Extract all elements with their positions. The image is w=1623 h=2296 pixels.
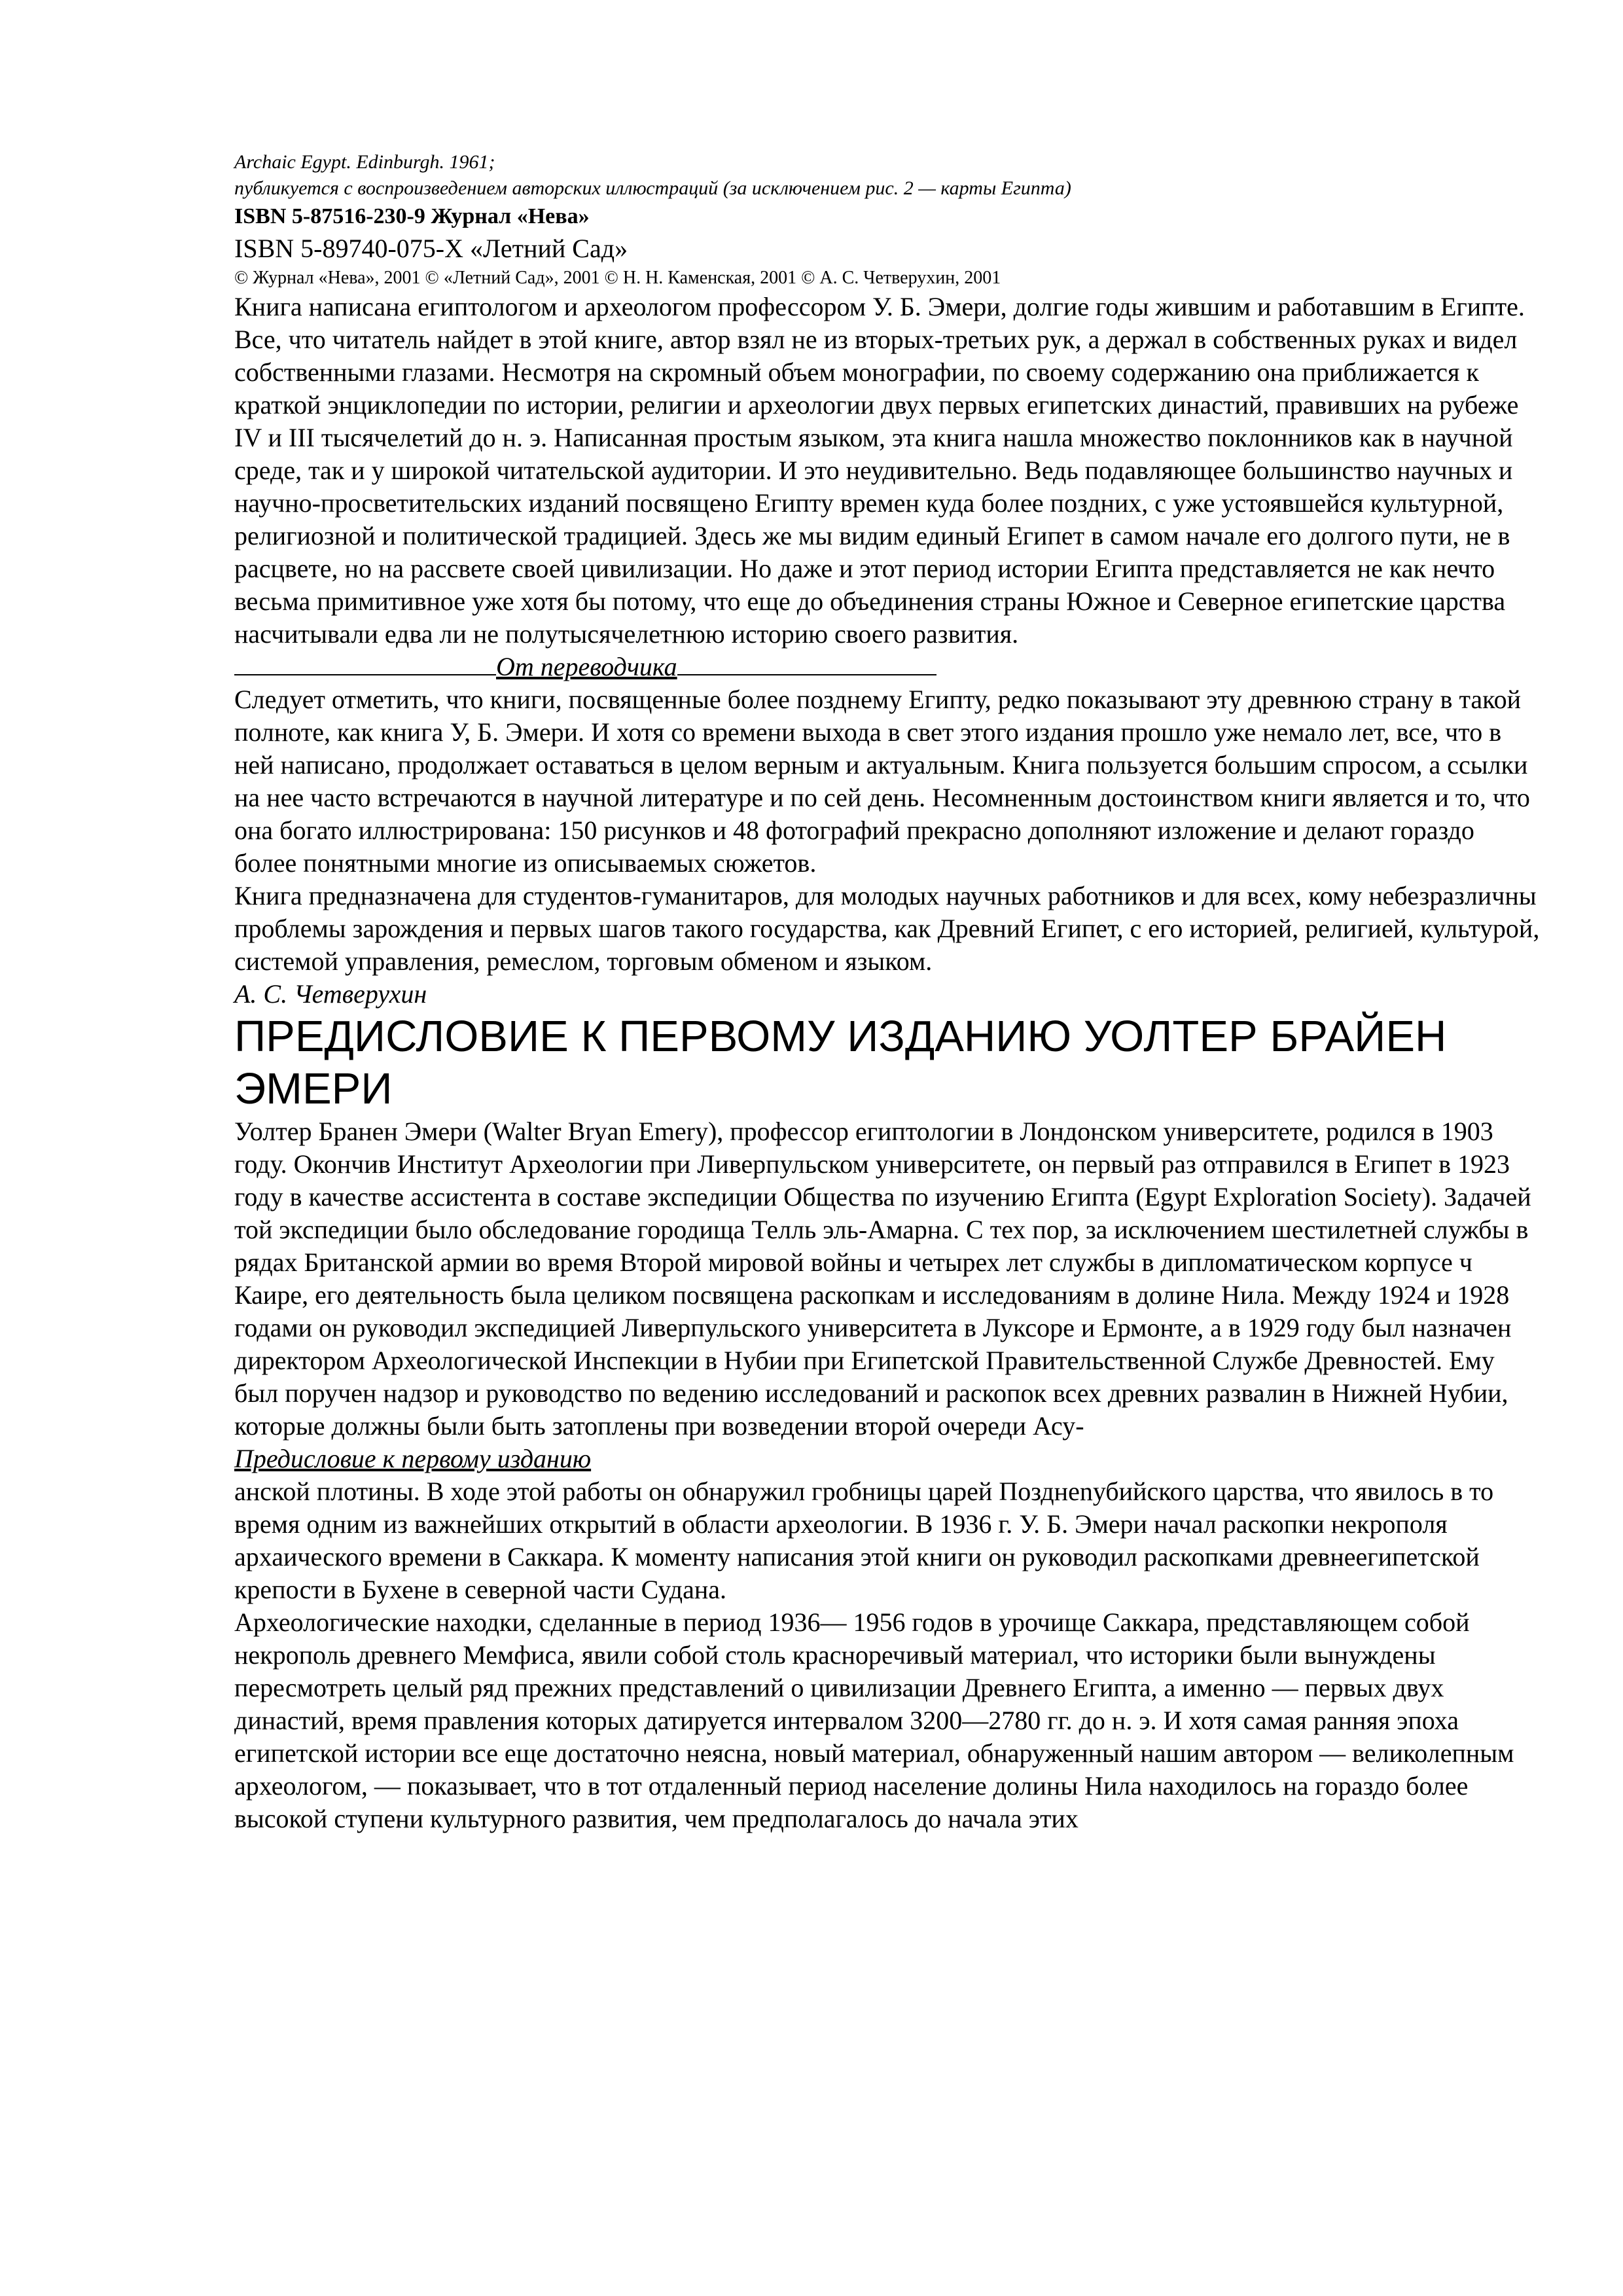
illustrations-note-end: карты Египта): [935, 177, 1071, 199]
document-page: [234, 149, 1543, 1835]
translator-paragraph-1: Следует отметить, что книги, посвященные более позднему Египту, редко показывают эту древнюю страну в такой полноте, как книга У, Б. Эмери. И хотя со времени выхода в свет этого издания прошло уже немало лет, все, что в ней написано, продолжает оставаться в целом верным и актуальным. Книга пользуется большим спросом, а ссылки на нее часто встречаются в научной литературе и по сей день. Несомненным достоинством книги является и то, что она богато иллюстрирована: 150 рисунков и 48 фотографий прекрасно дополняют изложение и делают гораздо более понятными многие из описываемых сюжетов.: [234, 685, 1530, 878]
translator-separator: [234, 651, 1543, 683]
isbn-neva: ISBN 5-87516-230-9 Журнал «Нева»: [234, 204, 590, 228]
preface-paragraph-2: Археологические находки, сделанные в период 1936— 1956 годов в урочище Саккара, представляющем собой некрополь древнего Мемфиса, явили собой столь красноречивый материал, что историки были вынуждены пересмотреть целый ряд прежних представлений о цивилизации Древнего Египта, а именно — первых двух династий, время правления которых датируется интервалом 3200—2780 гг. до н. э. И хотя самая ранняя эпоха египетской истории все еще достаточно неясна, новый материал, обнаруженный нашим автором — великолепным археологом, — показывает, что в тот отдаленный период население долины Нила находилось на гораздо более высокой ступени культурного развития, чем предполагалось до начала этих: [234, 1607, 1514, 1833]
running-head: Предисловие к первому изданию: [234, 1444, 592, 1473]
source-line: Archaic Egypt. Edinburgh. 1961;: [234, 151, 495, 173]
translator-signature: А. С. Четверухин: [234, 979, 427, 1009]
translator-title: От переводчика: [496, 652, 677, 681]
preface-heading: ПРЕДИСЛОВИЕ К ПЕРВОМУ ИЗДАНИЮ УОЛТЕР БРАЙЕН ЭМЕРИ: [234, 1012, 1447, 1113]
separator-rule-left: [234, 652, 496, 675]
illustrations-note-italic: публикуется с воспроизведением авторских иллюстраций (за исключением рис. 2 —: [234, 177, 936, 199]
isbn-letniy-sad: ISBN 5-89740-075-X «Летний Сад»: [234, 234, 628, 263]
illustrations-note: [234, 175, 1543, 202]
separator-rule-right: [677, 652, 936, 675]
preface-paragraph-1-continued: анской плотины. В ходе этой работы он обнаружил гробницы царей Позднenубийского царства, что явилось в то время одним из важнейших открытий в области археологии. В 1936 г. У. Б. Эмери начал раскопки некрополя архаического времени в Саккара. К моменту написания этой книги он руководил раскопками древнеегипетской крепости в Бухене в северной части Судана.: [234, 1477, 1494, 1604]
intro-paragraph: Книга написана египтологом и археологом профессором У. Б. Эмери, долгие годы жившим и работавшим в Египте. Все, что читатель найдет в этой книге, автор взял не из вторых-третьих рук, а держал в собственных руках и видел собственными глазами. Несмотря на скромный объем монографии, по своему содержанию она приближается к краткой энциклопедии по истории, религии и археологии двух первых египетских династий, правивших на рубеже IV и III тысячелетий до н. э. Написанная простым языком, эта книга нашла множество поклонников как в научной среде, так и у широкой читательской аудитории. И это неудивительно. Ведь подавляющее большинство научных и научно-просветительских изданий посвящено Египту времен куда более поздних, с уже устоявшейся культурной, религиозной и политической традицией. Здесь же мы видим единый Египет в самом начале его долгого пути, не в расцвете, но на рассвете своей цивилизации. Но даже и этот период истории Египта представляется не как нечто весьма примитивное уже хотя бы потому, что еще до объединения страны Южное и Северное египетские царства насчитывали едва ли не полутысячелетнюю историю своего развития.: [234, 292, 1525, 649]
copyright-line: © Журнал «Нева», 2001 © «Летний Сад», 2001 © Н. Н. Каменская, 2001 © А. С. Четверухин, 2001: [234, 268, 1001, 288]
preface-paragraph-1: Уолтер Бранен Эмери (Walter Bryan Emery), профессор египтологии в Лондонском университете, родился в 1903 году. Окончив Институт Археологии при Ливерпульском университете, он первый раз отправился в Египет в 1923 году в качестве ассистента в составе экспедиции Общества по изучению Египта (Egypt Exploration Society). Задачей той экспедиции было обследование городища Телль эль-Амарна. С тех пор, за исключением шестилетней службы в рядах Британской армии во время Второй мировой войны и четырех лет службы в дипломатическом корпусе ч Каире, его деятельность была целиком посвящена раскопкам и исследованиям в долине Нила. Между 1924 и 1928 годами он руководил экспедицией Ливерпульского университета в Луксоре и Ермонте, а в 1929 году был назначен директором Археологической Инспекции в Нубии при Египетской Правительственной Службе Древностей. Ему был поручен надзор и руководство по ведению исследований и раскопок всех древних развалин в Нижней Нубии, которые должны были быть затоплены при возведении второй очереди Асу-: [234, 1117, 1531, 1441]
translator-paragraph-2: Книга предназначена для студентов-гуманитаров, для молодых научных работников и для всех, кому небезразличны проблемы зарождения и первых шагов такого государства, как Древний Египет, с его историей, религией, культурой, системой управления, ремеслом, торговым обменом и языком.: [234, 881, 1540, 976]
